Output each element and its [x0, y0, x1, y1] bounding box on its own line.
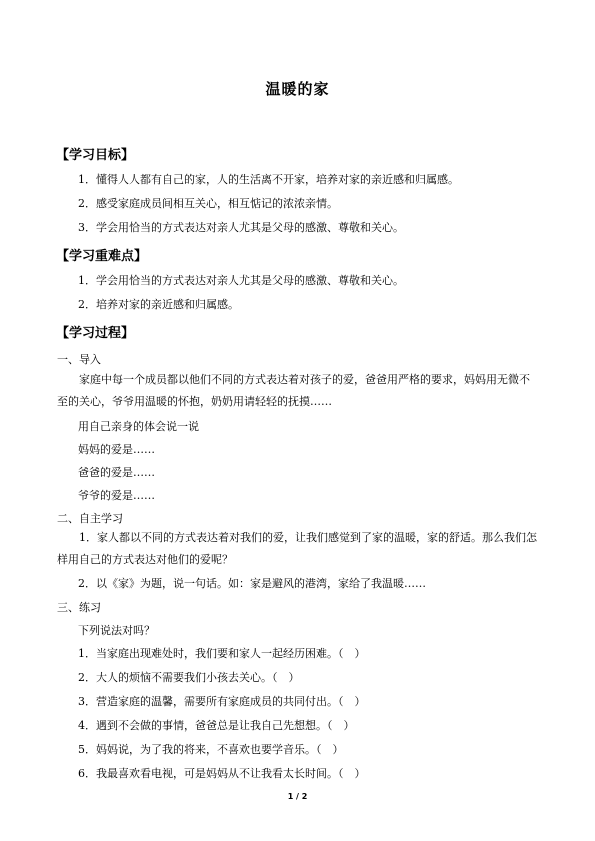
document-title: 温暖的家 — [265, 80, 330, 98]
subsection-label-intro: 一、导入 — [57, 353, 101, 366]
key-point-item: 1．学会用恰当的方式表达对亲人尤其是父母的感激、尊敬和关心。 — [78, 274, 404, 287]
intro-line: 爷爷的爱是…… — [78, 489, 155, 502]
subsection-label-practice: 三、练习 — [57, 601, 101, 614]
self-study-item: 2．以《家》为题，说一句话。如：家是避风的港湾，家给了我温暖…… — [78, 577, 426, 590]
goal-item: 2．感受家庭成员间相互关心，相互惦记的浓浓亲情。 — [78, 197, 338, 210]
practice-prompt: 下列说法对吗？ — [78, 624, 155, 637]
intro-paragraph: 家庭中每一个成员都以他们不同的方式表达着对孩子的爱，爸爸用严格的要求，妈妈用无微不至的关心，爷爷用温暖的怀抱，奶奶用请轻轻的抚摸…… — [57, 373, 530, 408]
practice-item: 6．我最喜欢看电视，可是妈妈从不让我看太长时间。（ ） — [78, 767, 366, 780]
practice-item: 5．妈妈说，为了我的将来，不喜欢也要学音乐。（ ） — [78, 743, 344, 756]
section-heading-process: 【学习过程】 — [56, 326, 135, 341]
intro-line: 爸爸的爱是…… — [78, 466, 155, 479]
intro-prompt: 用自己亲身的体会说一说 — [78, 420, 199, 433]
goal-item: 3．学会用恰当的方式表达对亲人尤其是父母的感激、尊敬和关心。 — [78, 221, 404, 234]
subsection-label-self-study: 二、自主学习 — [57, 512, 123, 525]
section-heading-goals: 【学习目标】 — [56, 148, 135, 163]
practice-item: 3．营造家庭的温馨，需要所有家庭成员的共同付出。（ ） — [78, 695, 366, 708]
section-heading-key-points: 【学习重难点】 — [56, 249, 148, 264]
intro-line: 妈妈的爱是…… — [78, 443, 155, 456]
practice-item: 4．遇到不会做的事情，爸爸总是让我自己先想想。（ ） — [78, 719, 355, 732]
self-study-item: 1．家人都以不同的方式表达着对我们的爱，让我们感觉到了家的温暖，家的舒适。那么我们怎样用自己的方式表达对他们的爱呢？ — [57, 531, 537, 566]
practice-item: 1．当家庭出现难处时，我们要和家人一起经历困难。（ ） — [78, 647, 366, 660]
key-point-item: 2．培养对家的亲近感和归属感。 — [78, 298, 239, 311]
goal-item: 1．懂得人人都有自己的家，人的生活离不开家，培养对家的亲近感和归属感。 — [78, 173, 459, 186]
page-number: 1 / 2 — [287, 792, 308, 801]
practice-item: 2．大人的烦恼不需要我们小孩去关心。（ ） — [78, 671, 300, 684]
